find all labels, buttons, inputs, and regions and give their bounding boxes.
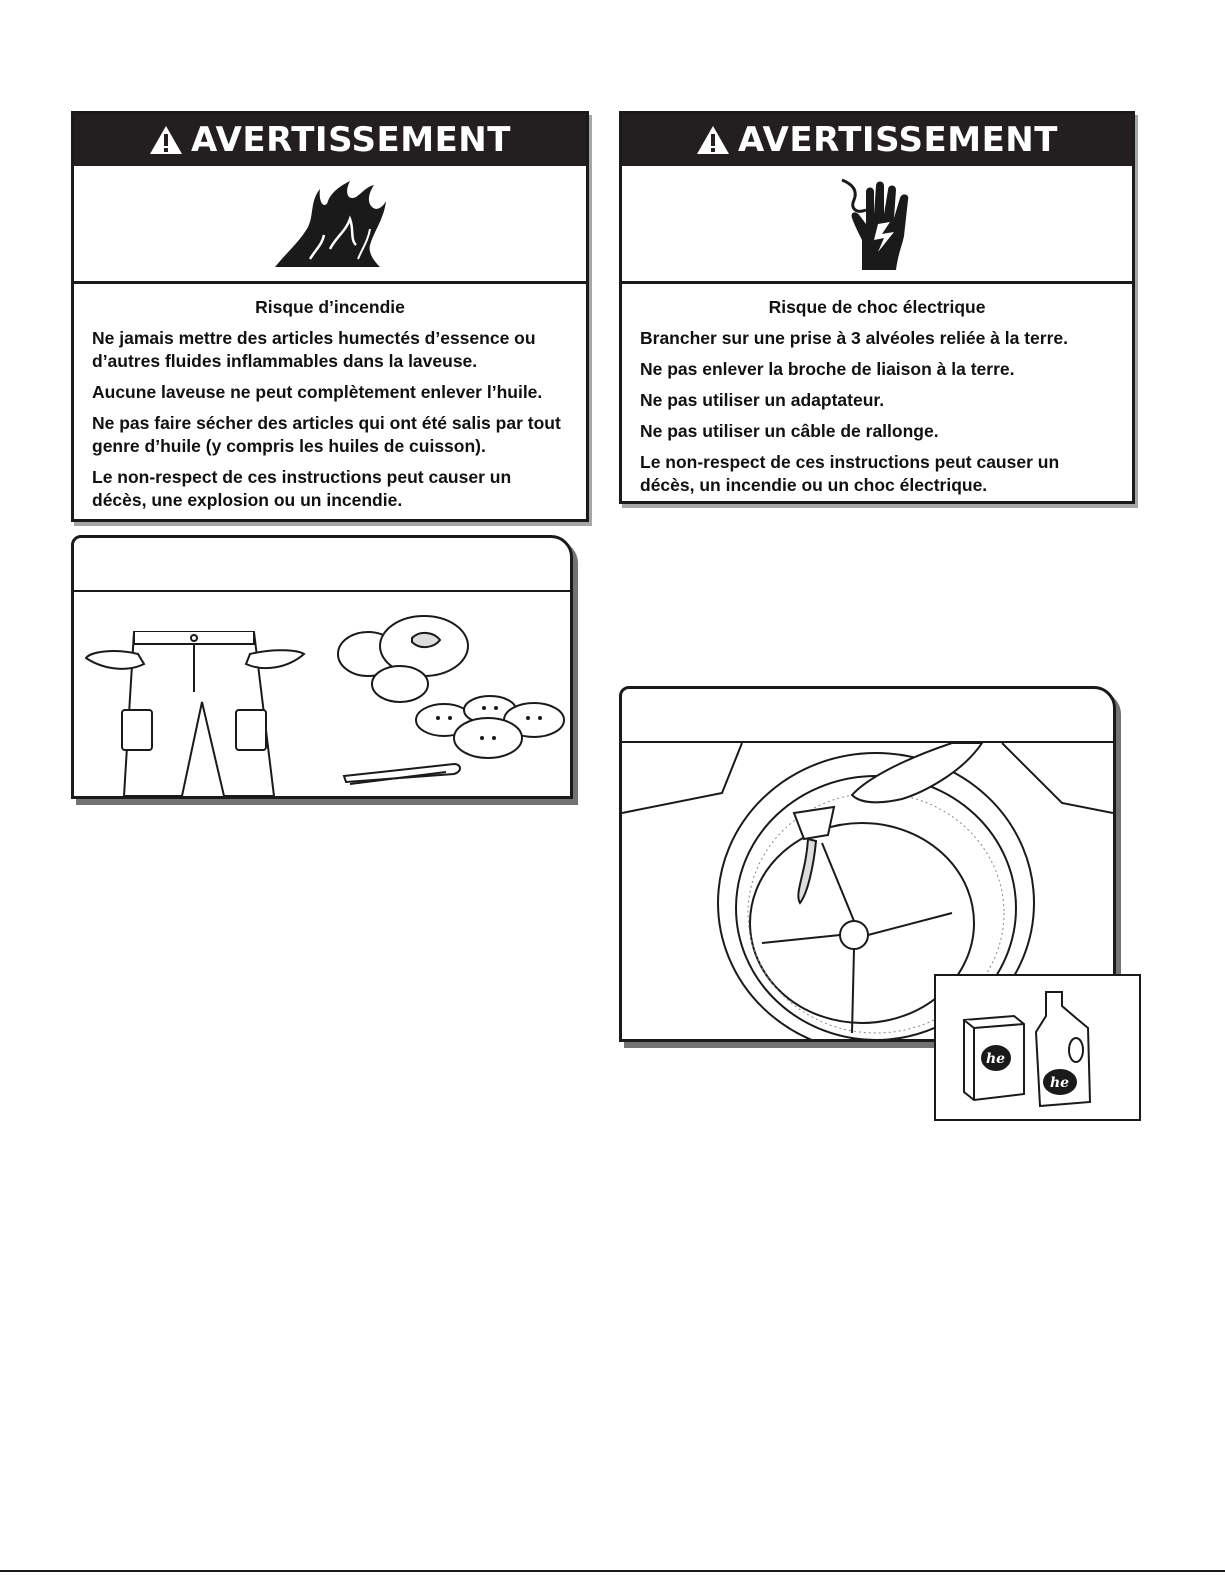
he-logo-bottle: he (1050, 1075, 1070, 1091)
warning-header-text: AVERTISSEMENT (191, 120, 511, 160)
fire-icon (270, 179, 390, 269)
empty-pockets-coins-buttons-pins-illustration (74, 592, 570, 796)
page-bottom-rule (0, 1570, 1225, 1572)
empty-pockets-illustration (71, 535, 573, 799)
warning-line: Ne pas utiliser un câble de rallonge. (640, 421, 939, 441)
warning-line: Ne pas faire sécher des articles qui ont été salis par tout genre d’huile (y compris les huiles de cuisson). (92, 413, 561, 456)
fire-warning-body (74, 284, 586, 530)
electric-shock-hand-icon (832, 174, 922, 274)
warning-triangle-icon (149, 125, 183, 155)
warning-line: Le non-respect de ces instructions peut causer un décès, un incendie ou un choc électrique. (640, 452, 1060, 495)
warning-line: Aucune laveuse ne peut complètement enlever l’huile. (92, 382, 543, 402)
shock-warning-box (619, 111, 1135, 504)
he-detergent-box-and-bottle-icon (936, 976, 1139, 1119)
warning-header (622, 114, 1132, 166)
risk-title: Risque d’incendie (255, 297, 405, 317)
fire-icon-area (74, 166, 586, 284)
risk-title: Risque de choc électrique (768, 297, 986, 317)
warning-header-text: AVERTISSEMENT (738, 120, 1058, 160)
warning-line: Ne pas utiliser un adaptateur. (640, 390, 885, 410)
illustration-header-band (622, 689, 1113, 743)
warning-line: Ne pas enlever la broche de liaison à la terre. (640, 359, 1015, 379)
he-detergent-inset (934, 974, 1141, 1121)
warning-line: Le non-respect de ces instructions peut causer un décès, une explosion ou un incendie. (92, 467, 512, 510)
warning-line: Brancher sur une prise à 3 alvéoles reliée à la terre. (640, 328, 1069, 348)
warning-header (74, 114, 586, 166)
warning-triangle-icon (696, 125, 730, 155)
he-logo-box: he (986, 1051, 1006, 1067)
fire-warning-box (71, 111, 589, 522)
illustration-header-band (74, 538, 570, 592)
shock-icon-area (622, 166, 1132, 284)
warning-line: Ne jamais mettre des articles humectés d’essence ou d’autres fluides inflammables dans la laveuse. (92, 328, 536, 371)
shock-warning-body (622, 284, 1132, 515)
